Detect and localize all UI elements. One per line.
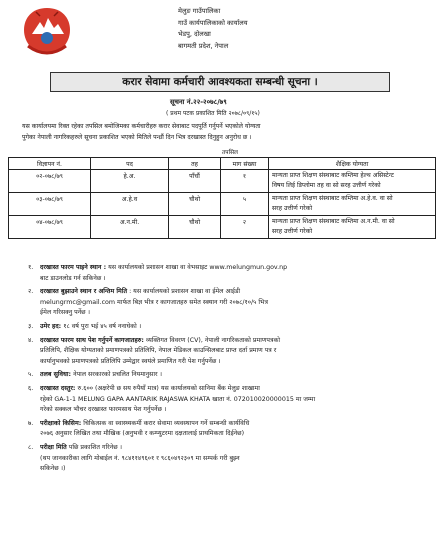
item-text: सकिनेछ ।)	[40, 465, 66, 473]
vacancy-table	[8, 157, 436, 239]
item-text: : यस कार्यालयको प्रशासन शाखा वा ईमेल आईडी	[129, 288, 240, 296]
list-item	[28, 263, 436, 284]
cell-level: चौथो	[169, 193, 221, 216]
item-text: प्रतिलिपि, शैक्षिक योग्यताको प्रमाणपत्रको प्रतिलिपि, नेपाल मेडिकल काउन्सिलबाट प्राप्त दर्ता प्रमाण पत्र र	[40, 347, 277, 355]
item-number: ८.	[28, 443, 34, 451]
item-number: ५.	[28, 371, 34, 379]
list-item	[28, 443, 436, 475]
list-item	[28, 336, 436, 368]
item-text: व्यक्तिगत विवरण (CV), नेपाली नागरिकताको प्रमाणपत्रको	[145, 336, 280, 344]
nepal-government-emblem-icon	[18, 4, 76, 60]
qualification-line: मान्यता प्राप्त शिक्षण संस्थाबाट कम्तिमा हेल्थ असिस्टेन्ट	[272, 172, 394, 179]
item-text: २०७६ अनुसार लिखित तथा मौखिक (अनुभवी र कम्प्युटरमा दक्षतालाई प्राथमिकता दिईनेछ)	[40, 430, 245, 438]
header-qualification: शैक्षिक योग्यता	[269, 158, 436, 170]
list-item	[28, 322, 436, 333]
cell-demand: २	[221, 216, 269, 239]
item-text: चिकित्सक वा स्वास्थ्यकर्मी करार सेवामा व्यवस्थापन गर्ने सम्बन्धी कार्यविधि	[83, 419, 250, 427]
item-text: रहेको GA-1-1 MELUNG GAPA AANTARIK RAJASWA KHATA खाता नं. 072010020000015 मा जम्मा	[40, 395, 316, 403]
item-label: उमेर हद:	[40, 322, 62, 330]
item-number: १.	[28, 264, 34, 271]
cell-level: पाँचौं	[169, 170, 221, 193]
notice-title: करार सेवामा कर्मचारी आवश्यकता सम्बन्धी सूचना ।	[50, 72, 390, 92]
cell-post: अ.हे.व	[91, 193, 169, 216]
header-ad-number: विज्ञापन नं.	[9, 158, 91, 170]
table-header-row	[9, 158, 436, 170]
office-name: गाउँ कार्यपालिकाको कार्यालय	[178, 18, 248, 27]
item-text: (थप जानकारीका लागि मोबाईल नं. ९८४११४९६०१ र ९८६०४९२३०९ मा सम्पर्क गरी बुझ्न	[40, 454, 240, 462]
item-label: दरखास्त बुझाउने स्थान र अन्तिम मिति	[40, 288, 128, 296]
notice-number: सूचना नं.२२-२०७८/७९	[170, 98, 227, 106]
municipality-name: मेलुङ गाउँपालिका	[178, 7, 221, 15]
table-caption: तपसिल	[222, 150, 238, 156]
table-row	[9, 193, 436, 216]
header-demand-count: माग संख्या	[221, 158, 269, 170]
cell-ad-number: ०३-०७८/७९	[9, 193, 91, 216]
item-text: बाट डाउनलोड गर्न सकिनेछ ।	[40, 274, 106, 282]
province-country: बागमती प्रदेश, नेपाल	[178, 41, 229, 50]
qualification-line: मान्यता प्राप्त शिक्षण संस्थाबाट कम्तिमा अ.न.मी. वा सो	[272, 218, 395, 225]
item-number: ३.	[28, 322, 34, 330]
item-text: यस कार्यालयको प्रशासन शाखा वा वेभसाइट www.melungmun.gov.np	[108, 264, 288, 271]
office-location: भेडपु, दोलखा	[178, 30, 211, 38]
cell-demand: ५	[221, 193, 269, 216]
conditions-list	[28, 263, 436, 478]
cell-qualification	[269, 170, 436, 193]
qualification-line: सरह उत्तीर्ण गरेको	[272, 205, 313, 212]
item-number: २.	[28, 288, 34, 296]
cell-post: अ.न.मी.	[91, 216, 169, 239]
cell-ad-number: ०२-०७८/७९	[9, 170, 91, 193]
table-row	[9, 170, 436, 193]
qualification-line: सरह उत्तीर्ण गरेको	[272, 228, 313, 235]
item-label: दरखास्त दस्तुर:	[40, 384, 76, 392]
item-number: ६.	[28, 384, 34, 392]
cell-ad-number: ०४-०७८/७९	[9, 216, 91, 239]
intro-line: यस कार्यालयमा रिक्त रहेका तपसिल बमोजिमका कर्मचारीहरु करार सेवाबाट पदपूर्ति गर्नुपर्ने भएकोले योग्यता	[22, 123, 261, 130]
item-label: परीक्षाको किसिम:	[40, 419, 82, 427]
intro-paragraph	[22, 122, 432, 143]
cell-demand: १	[221, 170, 269, 193]
item-text: नेपाल सरकारको प्रचलित नियमानुसार ।	[73, 371, 162, 379]
office-header	[178, 6, 328, 52]
item-text: melungrmc@gmail.com मार्फत बिज्ञ भीत्र र कागजातहरु समेत स्क्यान गरी २०७८/१०/५ भित्र	[40, 298, 268, 306]
item-text: ईमेल गरिसक्नु पर्नेछ ।	[40, 309, 90, 317]
item-label: दरखास्त फारम पाइने स्थान :	[40, 264, 107, 271]
item-text: गरेको सक्कल भौचर दरखास्त फारमसाथ पेश गर्नुपर्नेछ ।	[40, 406, 167, 414]
table-row	[9, 216, 436, 239]
intro-line: पुगेका नेपाली नागरिकहरुले सूचना प्रकाशित भएको मितिले पन्ध्रौं दिन भित्र दरखास्त दिनुहुन अनुरोध छ ।	[22, 133, 252, 141]
list-item	[28, 370, 436, 381]
header-level: तह	[169, 158, 221, 170]
cell-post: हे.अ.	[91, 170, 169, 193]
qualification-line: मान्यता प्राप्त शिक्षण संस्थाबाट कम्तिमा अ.हे.व. वा सो	[272, 195, 393, 202]
item-text: कार्यानुभवको प्रमाणपत्रको प्रतिलिपि उम्मेद्वार स्वयंले प्रमाणित गरी पेश गर्नुपर्नेछ ।	[40, 357, 221, 365]
list-item	[28, 419, 436, 440]
cell-level: चौथो	[169, 216, 221, 239]
item-text: रु.६०० (अक्षरेपी छ सय रुपैयाँ मात्र) यस कार्यालयको सानिमा बैंक मेलुङ शाखामा	[77, 384, 260, 392]
item-label: दरखास्त फारम साथ पेश गर्नुपर्ने कागजातहरु:	[40, 336, 144, 344]
qualification-line: विषय लिई डिप्लोमा तह वा सो सरह उत्तीर्ण गरेको	[272, 182, 381, 189]
item-text: १८ वर्ष पुरा भई ४५ वर्ष ननाघेको ।	[63, 322, 142, 330]
list-item	[28, 384, 436, 416]
header-post: पद	[91, 158, 169, 170]
item-number: ४.	[28, 336, 34, 344]
item-label: परीक्षा मिति	[40, 443, 67, 451]
cell-qualification	[269, 216, 436, 239]
item-text: पछि प्रकाशित गरिनेछ ।	[68, 443, 122, 451]
list-item	[28, 287, 436, 319]
item-label: तलब सुविधा:	[40, 371, 72, 379]
cell-qualification	[269, 193, 436, 216]
item-number: ७.	[28, 419, 34, 427]
publication-date: ( प्रथम पटक प्रकाशित मिति २०७८/०९/१५)	[166, 110, 260, 117]
